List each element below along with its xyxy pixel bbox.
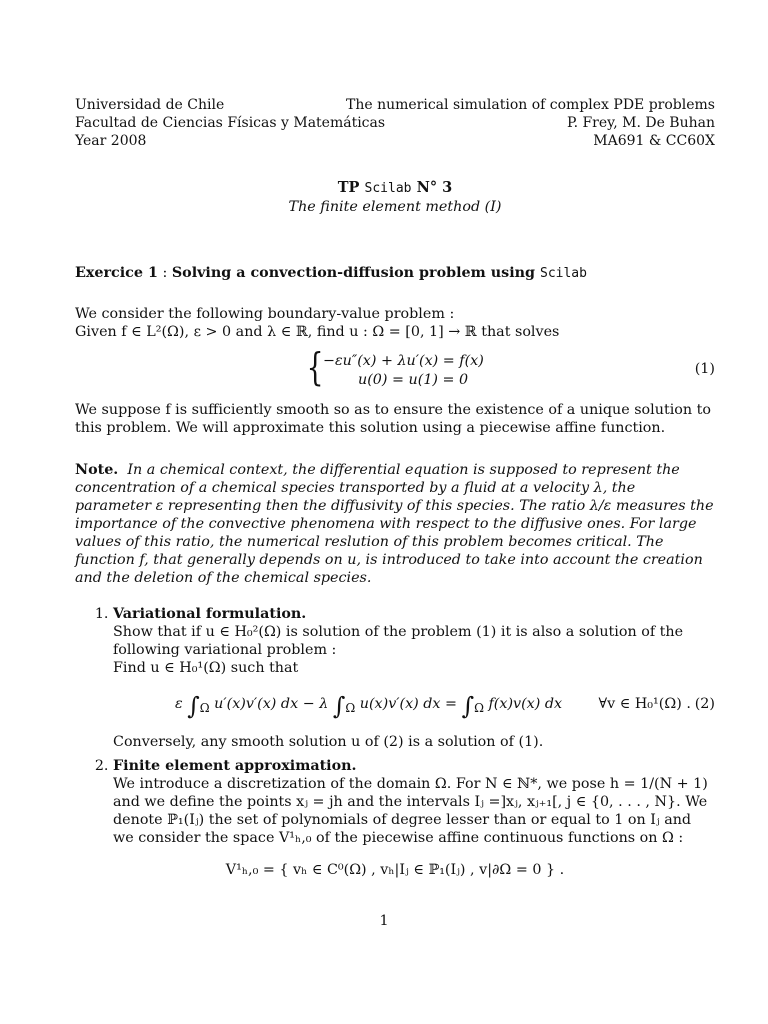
tp-title: TP Scilab N° 3 <box>337 179 453 196</box>
integral-symbol: ∫ <box>461 692 475 720</box>
equation-2: ε $\int_\Omega$ u′(x)v′(x) dx − λ $\int_\Omega$ u(x)v′(x) dx = $\int_\Omega$ f(x)v(x) dx ∀v ∈ H₀¹(Ω) . (2) <box>175 692 715 720</box>
tp-subtitle: The finite element method (I) <box>288 199 502 215</box>
title-block <box>75 178 715 217</box>
software-name: Scilab <box>364 181 412 196</box>
equation-2-number: (2) <box>694 696 715 712</box>
equation-1 <box>75 345 715 391</box>
note-text: In a chemical context, the differential equation is supposed to represent the concentration of a chemical species transported by a fluid at a velocity λ, the parameter ε representing then the diffusivity of this species. The ratio λ/ε measures the importance of the convective phenomena with respect to the diffusive ones. For large values of this ratio, the numerical reslution of this problem becomes critical. The function f, that generally depends on u, is introduced to take into account the creation and the deletion of the chemical species. <box>75 462 714 586</box>
exercise-heading: Exercice 1 : Solving a convection-diffusion problem using Scilab <box>75 265 587 281</box>
note-label: Note. <box>75 462 119 478</box>
header-course-codes: MA691 & CC60X <box>593 133 715 149</box>
exercise-title: Solving a convection-diffusion problem using <box>171 265 540 281</box>
question-item-2 <box>113 757 715 879</box>
item-1-find: Find u ∈ H₀¹(Ω) such that <box>113 660 299 676</box>
document-page <box>75 96 715 885</box>
equation-3: V¹ₕ,₀ = { vₕ ∈ C⁰(Ω) , vₕ|Iⱼ ∈ ℙ₁(Iⱼ) , v|∂Ω = 0 } . <box>225 862 565 878</box>
integral-symbol: ∫ <box>187 692 200 720</box>
header-faculty: Facultad de Ciencias Físicas y Matemáticas <box>75 115 386 131</box>
item-2-text: We introduce a discretization of the domain Ω. For N ∈ ℕ*, we pose h = 1/(N + 1) and we define the points xⱼ = jh and the intervals Iⱼ =]xⱼ, xⱼ₊₁[, j ∈ {0, . . . , N}. We denote ℙ₁(Iⱼ) the set of polynomials of degree lesser than or equal to 1 on Iⱼ and we consider the space V¹ₕ,₀ of the piecewise affine continuous functions on Ω : <box>113 776 708 846</box>
item-1-conclusion: Conversely, any smooth solution u of (2) is a solution of (1). <box>113 734 544 750</box>
exercise-software: Scilab <box>540 266 587 281</box>
header-university: Universidad de Chile <box>75 97 225 113</box>
header-course-title: The numerical simulation of complex PDE problems <box>345 97 715 113</box>
question-list <box>75 605 715 879</box>
brace-symbol: { <box>306 345 324 389</box>
note-paragraph <box>75 461 715 587</box>
integral-symbol: ∫ <box>332 692 346 720</box>
header-authors: P. Frey, M. De Buhan <box>566 115 715 131</box>
question-item-1 <box>113 605 715 751</box>
item-2-title: 2. Finite element approximation. <box>113 758 357 774</box>
tp-number: N° 3 <box>416 179 453 196</box>
existence-paragraph: We suppose f is sufficiently smooth so as to ensure the existence of a unique solution to this problem. We will approximate this solution using a piecewise affine function. <box>75 402 711 436</box>
exercise-label: Exercice 1 <box>75 265 158 281</box>
equation-1-line-1: −εu″(x) + λu′(x) = f(x) <box>323 353 484 369</box>
intro-paragraph: We consider the following boundary-value problem : Given f ∈ L²(Ω), ε > 0 and λ ∈ ℝ, find u : Ω = [0, 1] → ℝ that solves <box>75 306 560 340</box>
document-header <box>75 96 715 150</box>
item-1-statement: Show that if u ∈ H₀²(Ω) is solution of the problem (1) it is also a solution of the following variational problem : <box>113 624 684 658</box>
item-1-title: 1. Variational formulation. <box>113 606 307 622</box>
equation-1-line-2: u(0) = u(1) = 0 <box>358 372 469 388</box>
header-year: Year 2008 <box>75 133 147 149</box>
page-number: 1 <box>379 913 389 929</box>
equation-1-number: (1) <box>694 361 715 377</box>
